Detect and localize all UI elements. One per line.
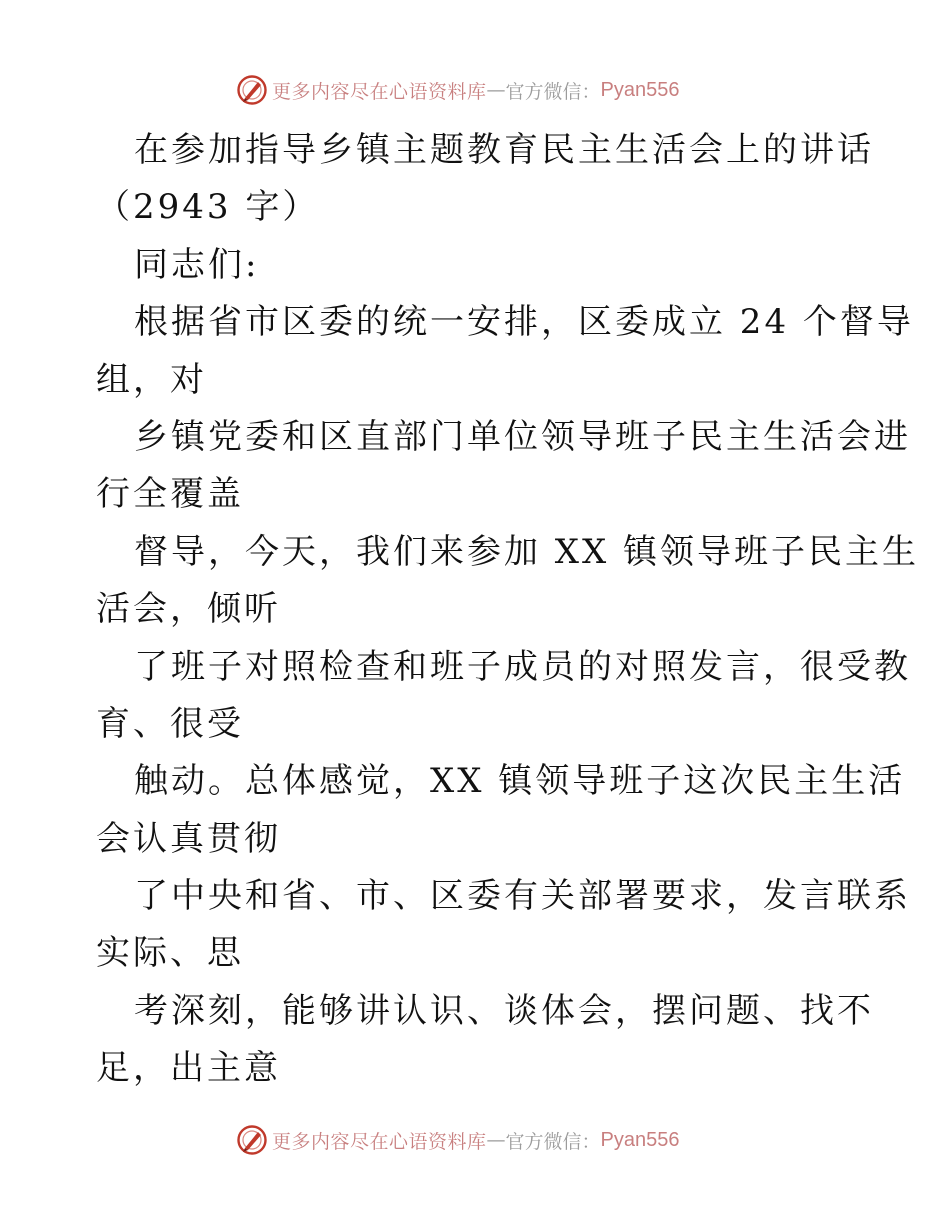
text-line: 了中央和省、市、区委有关部署要求，发言联系 bbox=[134, 876, 911, 917]
text-line: 考深刻，能够讲认识、谈体会，摆问题、找不 bbox=[134, 990, 874, 1031]
text-line: 活会，倾听 bbox=[96, 589, 281, 630]
text-line: （2943 字） bbox=[96, 187, 320, 228]
footer-banner bbox=[236, 1123, 680, 1157]
banner-brand-text: 更多内容尽在心语资料库 bbox=[272, 1130, 487, 1153]
text-line: 行全覆盖 bbox=[96, 474, 244, 515]
document-body bbox=[96, 122, 920, 1098]
banner-brand-text: 更多内容尽在心语资料库 bbox=[272, 80, 487, 103]
banner-wechat-id: Pyan556 bbox=[600, 78, 680, 101]
banner-dash: — bbox=[486, 79, 506, 101]
text-line: 督导，今天，我们来参加 XX 镇领导班子民主生 bbox=[134, 531, 920, 572]
text-line: 了班子对照检查和班子成员的对照发言，很受教 bbox=[134, 646, 911, 687]
text-line: 同志们: bbox=[134, 244, 260, 285]
text-line: 实际、思 bbox=[96, 933, 244, 974]
banner-wechat-label: 官方微信： bbox=[505, 1130, 601, 1153]
text-line: 会认真贯彻 bbox=[96, 818, 281, 859]
quill-logo-icon bbox=[236, 74, 268, 106]
text-line: 乡镇党委和区直部门单位领导班子民主生活会进 bbox=[134, 416, 911, 457]
text-line: 触动。总体感觉，XX 镇领导班子这次民主生活 bbox=[134, 761, 906, 802]
banner-dash: — bbox=[486, 1129, 506, 1151]
text-line: 根据省市区委的统一安排，区委成立 24 个督导 bbox=[134, 302, 914, 343]
text-line: 足，出主意 bbox=[96, 1048, 281, 1089]
banner-wechat-label: 官方微信： bbox=[505, 80, 601, 103]
document-title-line: 在参加指导乡镇主题教育民主生活会上的讲话 bbox=[134, 130, 874, 170]
text-line: 组，对 bbox=[96, 359, 207, 400]
header-banner bbox=[236, 73, 680, 107]
quill-logo-icon bbox=[236, 1124, 268, 1156]
text-line: 育、很受 bbox=[96, 703, 244, 744]
banner-wechat-id: Pyan556 bbox=[600, 1128, 680, 1151]
